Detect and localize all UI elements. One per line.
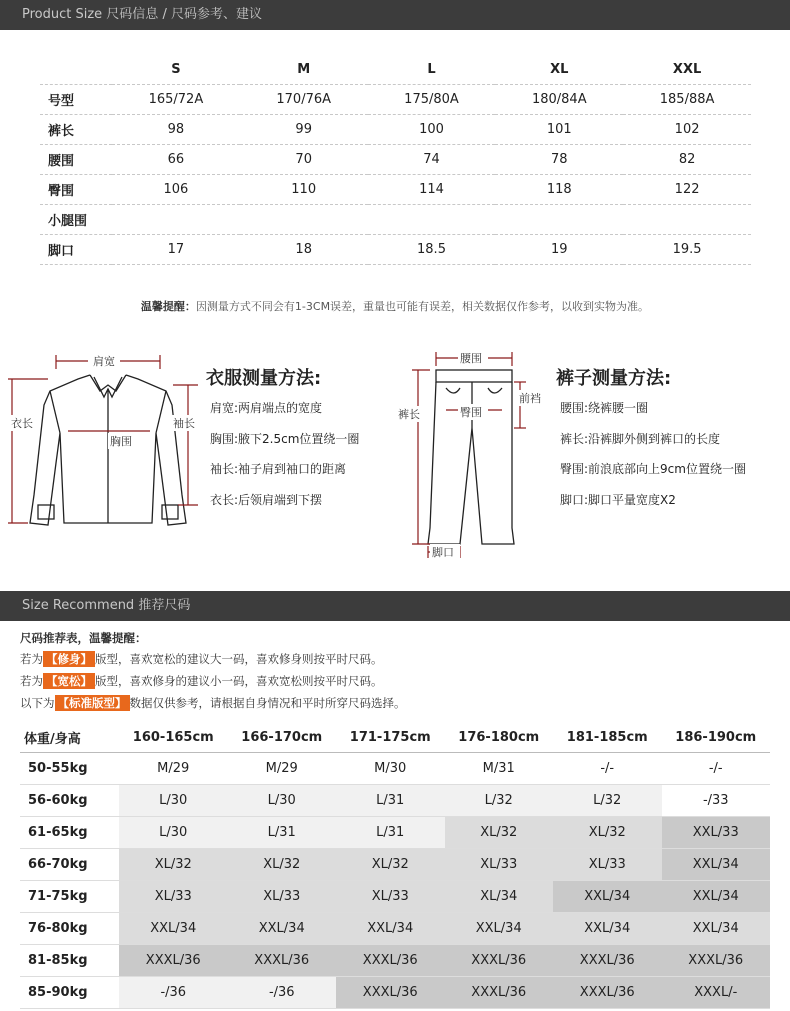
weight-row-label: 56-60kg bbox=[20, 785, 119, 817]
size-table bbox=[40, 54, 751, 265]
shirt-method-line-1: 肩宽:两肩端点的宽度 bbox=[210, 401, 323, 415]
recommend-cell: XXL/34 bbox=[662, 881, 771, 913]
weight-row-label: 71-75kg bbox=[20, 881, 119, 913]
recommend-cell: XL/32 bbox=[336, 849, 445, 881]
length-label: 衣长 bbox=[11, 417, 33, 430]
size-cell: 170/76A bbox=[240, 85, 368, 115]
recommend-cell: XXL/34 bbox=[445, 913, 554, 945]
weight-row-label: 85-90kg bbox=[20, 977, 119, 1009]
size-cell: 99 bbox=[240, 115, 368, 145]
weight-row-label: 76-80kg bbox=[20, 913, 119, 945]
recommend-cell: L/30 bbox=[228, 785, 337, 817]
size-column-header: M bbox=[240, 54, 368, 85]
intro-post: 版型，喜欢宽松的建议大一码，喜欢修身则按平时尺码。 bbox=[95, 652, 383, 666]
height-column-header: 160-165cm bbox=[119, 722, 228, 753]
recommend-cell: M/29 bbox=[119, 753, 228, 785]
size-table-row bbox=[40, 235, 751, 265]
recommend-cell: XXL/34 bbox=[119, 913, 228, 945]
size-cell: 66 bbox=[112, 145, 240, 175]
recommend-cell: XXXL/36 bbox=[445, 945, 554, 977]
recommend-table-row bbox=[20, 849, 770, 881]
recommend-cell: XL/32 bbox=[119, 849, 228, 881]
shirt-method-title: 衣服测量方法: bbox=[206, 368, 322, 389]
size-recommend-header bbox=[0, 591, 790, 621]
recommend-cell: L/32 bbox=[445, 785, 554, 817]
size-table-body bbox=[40, 85, 751, 265]
recommend-table-header bbox=[20, 722, 770, 753]
recommend-cell: XL/32 bbox=[553, 817, 662, 849]
chest-label: 胸围 bbox=[110, 435, 132, 448]
shirt-diagram bbox=[8, 345, 208, 537]
weight-row-label: 66-70kg bbox=[20, 849, 119, 881]
size-column-header: L bbox=[368, 54, 496, 85]
size-cell: 101 bbox=[495, 115, 623, 145]
size-cell: 19 bbox=[495, 235, 623, 265]
size-cell bbox=[368, 205, 496, 235]
rise-label: 前裆 bbox=[519, 392, 541, 405]
recommend-cell: L/30 bbox=[119, 817, 228, 849]
recommend-intro-loose bbox=[20, 673, 383, 689]
recommend-cell: XXL/33 bbox=[662, 817, 771, 849]
recommend-intro-heading bbox=[20, 630, 147, 646]
recommend-cell: M/30 bbox=[336, 753, 445, 785]
recommend-table bbox=[20, 722, 770, 1009]
size-cell: 122 bbox=[623, 175, 751, 205]
recommend-cell: XL/32 bbox=[228, 849, 337, 881]
size-cell: 98 bbox=[112, 115, 240, 145]
product-size-header bbox=[0, 0, 790, 30]
recommend-table-body bbox=[20, 753, 770, 1009]
intro-pre: 以下为 bbox=[20, 696, 55, 710]
recommend-cell: XL/33 bbox=[445, 849, 554, 881]
corner-header bbox=[40, 54, 112, 85]
section-title: Product Size 尺码信息 / 尺码参考、建议 bbox=[22, 7, 262, 22]
recommend-cell: -/- bbox=[553, 753, 662, 785]
size-cell: 180/84A bbox=[495, 85, 623, 115]
size-cell: 17 bbox=[112, 235, 240, 265]
slim-fit-tag: 【修身】 bbox=[43, 651, 95, 667]
recommend-table-row bbox=[20, 817, 770, 849]
recommend-cell: XXL/34 bbox=[228, 913, 337, 945]
loose-fit-tag: 【宽松】 bbox=[43, 673, 95, 689]
shoulder-label: 肩宽 bbox=[93, 355, 115, 368]
size-column-header: XXL bbox=[623, 54, 751, 85]
size-table-row bbox=[40, 205, 751, 235]
size-cell: 106 bbox=[112, 175, 240, 205]
size-cell: 185/88A bbox=[623, 85, 751, 115]
pants-method-line-3: 臀围:前浪底部向上9cm位置绕一圈 bbox=[560, 462, 746, 476]
size-row-label: 小腿围 bbox=[40, 205, 112, 235]
note-text: 因测量方式不同会有1-3CM误差，重量也可能有误差，相关数据仅作参考，以收到实物为准。 bbox=[195, 300, 650, 313]
pants-method-line-4: 脚口:脚口平量宽度X2 bbox=[560, 493, 676, 507]
recommend-intro-standard bbox=[20, 695, 406, 711]
recommend-cell: XL/33 bbox=[228, 881, 337, 913]
size-row-label: 号型 bbox=[40, 85, 112, 115]
recommend-cell: XXXL/36 bbox=[662, 945, 771, 977]
recommend-cell: XXXL/36 bbox=[553, 945, 662, 977]
size-cell: 18.5 bbox=[368, 235, 496, 265]
size-cell bbox=[623, 205, 751, 235]
recommend-table-row bbox=[20, 913, 770, 945]
hem-label: 脚口 bbox=[432, 546, 454, 559]
recommend-cell: XXXL/36 bbox=[553, 977, 662, 1009]
shirt-method-line-4: 衣长:后领肩端到下摆 bbox=[210, 493, 323, 507]
height-column-header: 186-190cm bbox=[662, 722, 771, 753]
recommend-intro-slim bbox=[20, 651, 383, 667]
size-table-row bbox=[40, 85, 751, 115]
recommend-table-row bbox=[20, 945, 770, 977]
size-table-row bbox=[40, 145, 751, 175]
pants-length-label: 裤长 bbox=[398, 408, 420, 421]
size-row-label: 脚口 bbox=[40, 235, 112, 265]
recommend-cell: XXL/34 bbox=[662, 849, 771, 881]
size-row-label: 臀围 bbox=[40, 175, 112, 205]
size-cell: 102 bbox=[623, 115, 751, 145]
weight-row-label: 81-85kg bbox=[20, 945, 119, 977]
intro-post: 版型，喜欢修身的建议小一码，喜欢宽松则按平时尺码。 bbox=[95, 674, 383, 688]
measurement-note bbox=[0, 298, 790, 314]
size-cell: 114 bbox=[368, 175, 496, 205]
size-cell: 18 bbox=[240, 235, 368, 265]
recommend-cell: XL/33 bbox=[119, 881, 228, 913]
recommend-cell: M/31 bbox=[445, 753, 554, 785]
recommend-cell: L/32 bbox=[553, 785, 662, 817]
weight-height-header: 体重/身高 bbox=[20, 722, 119, 753]
size-table-row bbox=[40, 115, 751, 145]
height-column-header: 171-175cm bbox=[336, 722, 445, 753]
size-row-label: 裤长 bbox=[40, 115, 112, 145]
height-column-header: 181-185cm bbox=[553, 722, 662, 753]
size-table-header bbox=[40, 54, 751, 85]
size-cell: 78 bbox=[495, 145, 623, 175]
recommend-cell: XXL/34 bbox=[553, 913, 662, 945]
recommend-cell: XL/33 bbox=[553, 849, 662, 881]
recommend-cell: -/36 bbox=[228, 977, 337, 1009]
recommend-cell: XXXL/36 bbox=[119, 945, 228, 977]
pants-method-line-2: 裤长:沿裤脚外侧到裤口的长度 bbox=[560, 432, 721, 446]
waist-label: 腰围 bbox=[460, 352, 482, 365]
size-column-header: XL bbox=[495, 54, 623, 85]
height-column-header: 166-170cm bbox=[228, 722, 337, 753]
size-cell: 118 bbox=[495, 175, 623, 205]
recommend-table-row bbox=[20, 785, 770, 817]
intro-heading-text: 尺码推荐表，温馨提醒： bbox=[20, 631, 147, 645]
size-cell: 165/72A bbox=[112, 85, 240, 115]
weight-row-label: 50-55kg bbox=[20, 753, 119, 785]
size-cell bbox=[240, 205, 368, 235]
size-cell bbox=[112, 205, 240, 235]
recommend-table-row bbox=[20, 753, 770, 785]
recommend-cell: M/29 bbox=[228, 753, 337, 785]
size-column-header: S bbox=[112, 54, 240, 85]
recommend-cell: XL/33 bbox=[336, 881, 445, 913]
size-table-row bbox=[40, 175, 751, 205]
recommend-table-row bbox=[20, 881, 770, 913]
recommend-cell: XXXL/36 bbox=[228, 945, 337, 977]
recommend-cell: XXL/34 bbox=[553, 881, 662, 913]
size-cell: 19.5 bbox=[623, 235, 751, 265]
size-cell bbox=[495, 205, 623, 235]
intro-pre: 若为 bbox=[20, 652, 43, 666]
size-cell: 82 bbox=[623, 145, 751, 175]
size-cell: 70 bbox=[240, 145, 368, 175]
sleeve-label: 袖长 bbox=[173, 417, 195, 430]
standard-fit-tag: 【标准版型】 bbox=[55, 695, 130, 711]
recommend-cell: L/31 bbox=[336, 785, 445, 817]
size-cell: 110 bbox=[240, 175, 368, 205]
size-cell: 175/80A bbox=[368, 85, 496, 115]
recommend-table-row bbox=[20, 977, 770, 1009]
height-column-header: 176-180cm bbox=[445, 722, 554, 753]
recommend-cell: XXXL/36 bbox=[445, 977, 554, 1009]
shirt-method-line-2: 胸围:腋下2.5cm位置绕一圈 bbox=[210, 432, 360, 446]
recommend-cell: XXXL/36 bbox=[336, 945, 445, 977]
shirt-method-line-3: 袖长:袖子肩到袖口的距离 bbox=[210, 462, 347, 476]
section-title: Size Recommend 推荐尺码 bbox=[22, 598, 191, 613]
recommend-cell: XXL/34 bbox=[336, 913, 445, 945]
recommend-cell: -/36 bbox=[119, 977, 228, 1009]
recommend-cell: XXL/34 bbox=[662, 913, 771, 945]
recommend-cell: XL/32 bbox=[445, 817, 554, 849]
size-row-label: 腰围 bbox=[40, 145, 112, 175]
weight-row-label: 61-65kg bbox=[20, 817, 119, 849]
size-cell: 100 bbox=[368, 115, 496, 145]
recommend-cell: XL/34 bbox=[445, 881, 554, 913]
recommend-cell: -/33 bbox=[662, 785, 771, 817]
note-prefix: 温馨提醒： bbox=[140, 300, 196, 313]
pants-method-title: 裤子测量方法: bbox=[556, 368, 672, 389]
recommend-cell: L/31 bbox=[228, 817, 337, 849]
size-cell: 74 bbox=[368, 145, 496, 175]
recommend-cell: L/30 bbox=[119, 785, 228, 817]
pants-diagram bbox=[390, 348, 550, 560]
recommend-cell: -/- bbox=[662, 753, 771, 785]
intro-pre: 若为 bbox=[20, 674, 43, 688]
recommend-cell: XXXL/36 bbox=[336, 977, 445, 1009]
pants-method-line-1: 腰围:绕裤腰一圈 bbox=[560, 401, 649, 415]
recommend-cell: XXXL/- bbox=[662, 977, 771, 1009]
hip-label: 臀围 bbox=[460, 406, 482, 419]
intro-post: 数据仅供参考，请根据自身情况和平时所穿尺码选择。 bbox=[129, 696, 406, 710]
recommend-cell: L/31 bbox=[336, 817, 445, 849]
